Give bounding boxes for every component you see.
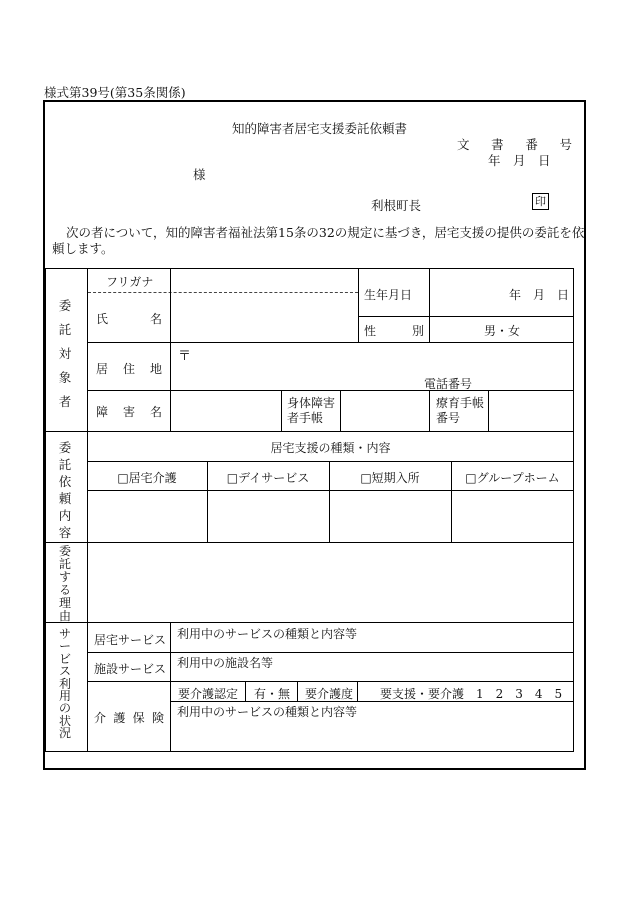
- table-line: [358, 268, 359, 342]
- form-title: 知的障害者居宅支援委託依頼書: [232, 121, 408, 136]
- table-line: [87, 268, 88, 752]
- section-label-subject: 委託対象者: [58, 298, 72, 409]
- issuer-name: 利根町長: [371, 198, 422, 213]
- section-label-reason: 委託する理由: [58, 544, 71, 623]
- section-label-service-usage: サービス利用の状況: [58, 627, 71, 741]
- seal-mark: 印: [532, 193, 549, 210]
- gender-label: 性 別: [364, 324, 424, 338]
- table-line: [45, 268, 574, 269]
- care-level-label: 要介護度: [305, 687, 354, 701]
- option-day-service[interactable]: □デイサービス: [226, 471, 310, 485]
- table-line: [429, 268, 430, 342]
- table-line: [170, 268, 171, 342]
- table-line: [170, 390, 171, 431]
- table-line: [45, 431, 574, 432]
- home-service-label: 居宅サービス: [94, 633, 167, 647]
- furigana-dash-line: [88, 292, 358, 293]
- table-line: [357, 681, 358, 701]
- postal-mark: 〒: [178, 349, 192, 364]
- request-statement: 次の者について，知的障害者福祉法第15条の32の規定に基づき，居宅支援の提供の委託を依頼します。: [52, 225, 585, 256]
- care-level-options: 要支援・要介護 1 2 3 4 5: [380, 687, 563, 701]
- doc-number-label: 文 書 番 号: [457, 137, 572, 152]
- home-service-hint: 利用中のサービスの種類と内容等: [177, 627, 358, 641]
- table-line: [45, 622, 574, 623]
- care-insurance-label: 介 護 保 険: [94, 711, 164, 725]
- table-line: [87, 490, 574, 491]
- care-insurance-hint: 利用中のサービスの種類と内容等: [177, 705, 358, 719]
- disability-label: 障 害 名: [96, 405, 162, 419]
- section-label-request: 委託依頼内容: [58, 440, 72, 540]
- table-line: [340, 390, 341, 431]
- table-line: [45, 751, 574, 752]
- addressee-suffix: 様: [193, 167, 206, 182]
- table-line: [573, 268, 574, 752]
- table-line: [87, 342, 574, 343]
- facility-service-label: 施設サービス: [94, 662, 167, 676]
- facility-service-hint: 利用中の施設名等: [177, 656, 274, 670]
- table-line: [87, 652, 574, 653]
- table-line: [87, 681, 574, 682]
- phone-label: 電話番号: [424, 377, 473, 391]
- table-line: [488, 390, 489, 431]
- care-cert-options: 有・無: [254, 687, 291, 701]
- birthdate-label: 生年月日: [364, 288, 413, 302]
- table-line: [358, 316, 574, 317]
- gender-options: 男・女: [484, 324, 521, 338]
- table-line: [297, 681, 298, 701]
- option-group-home[interactable]: □グループホーム: [465, 471, 560, 485]
- table-line: [170, 622, 171, 752]
- table-line: [429, 390, 430, 431]
- care-cert-label: 要介護認定: [178, 687, 239, 701]
- table-line: [45, 268, 46, 752]
- rehab-notebook-label: 療育手帳番号: [436, 396, 485, 425]
- address-label: 居 住 地: [96, 362, 162, 376]
- table-line: [87, 390, 574, 391]
- birthdate-placeholder: 年 月 日: [509, 288, 570, 302]
- option-home-care[interactable]: □居宅介護: [117, 471, 177, 485]
- table-line: [281, 390, 282, 431]
- table-line: [45, 542, 574, 543]
- form-number: 様式第39号(第35条関係): [44, 85, 186, 100]
- name-label: 氏 名: [96, 312, 162, 326]
- option-short-stay[interactable]: □短期入所: [360, 471, 420, 485]
- physical-notebook-label: 身体障害者手帳: [287, 396, 336, 425]
- request-header: 居宅支援の種類・内容: [270, 441, 391, 455]
- furigana-label: フリガナ: [106, 275, 154, 289]
- table-line: [87, 461, 574, 462]
- table-line: [170, 342, 171, 390]
- date-label: 年 月 日: [488, 153, 551, 168]
- table-line: [245, 681, 246, 701]
